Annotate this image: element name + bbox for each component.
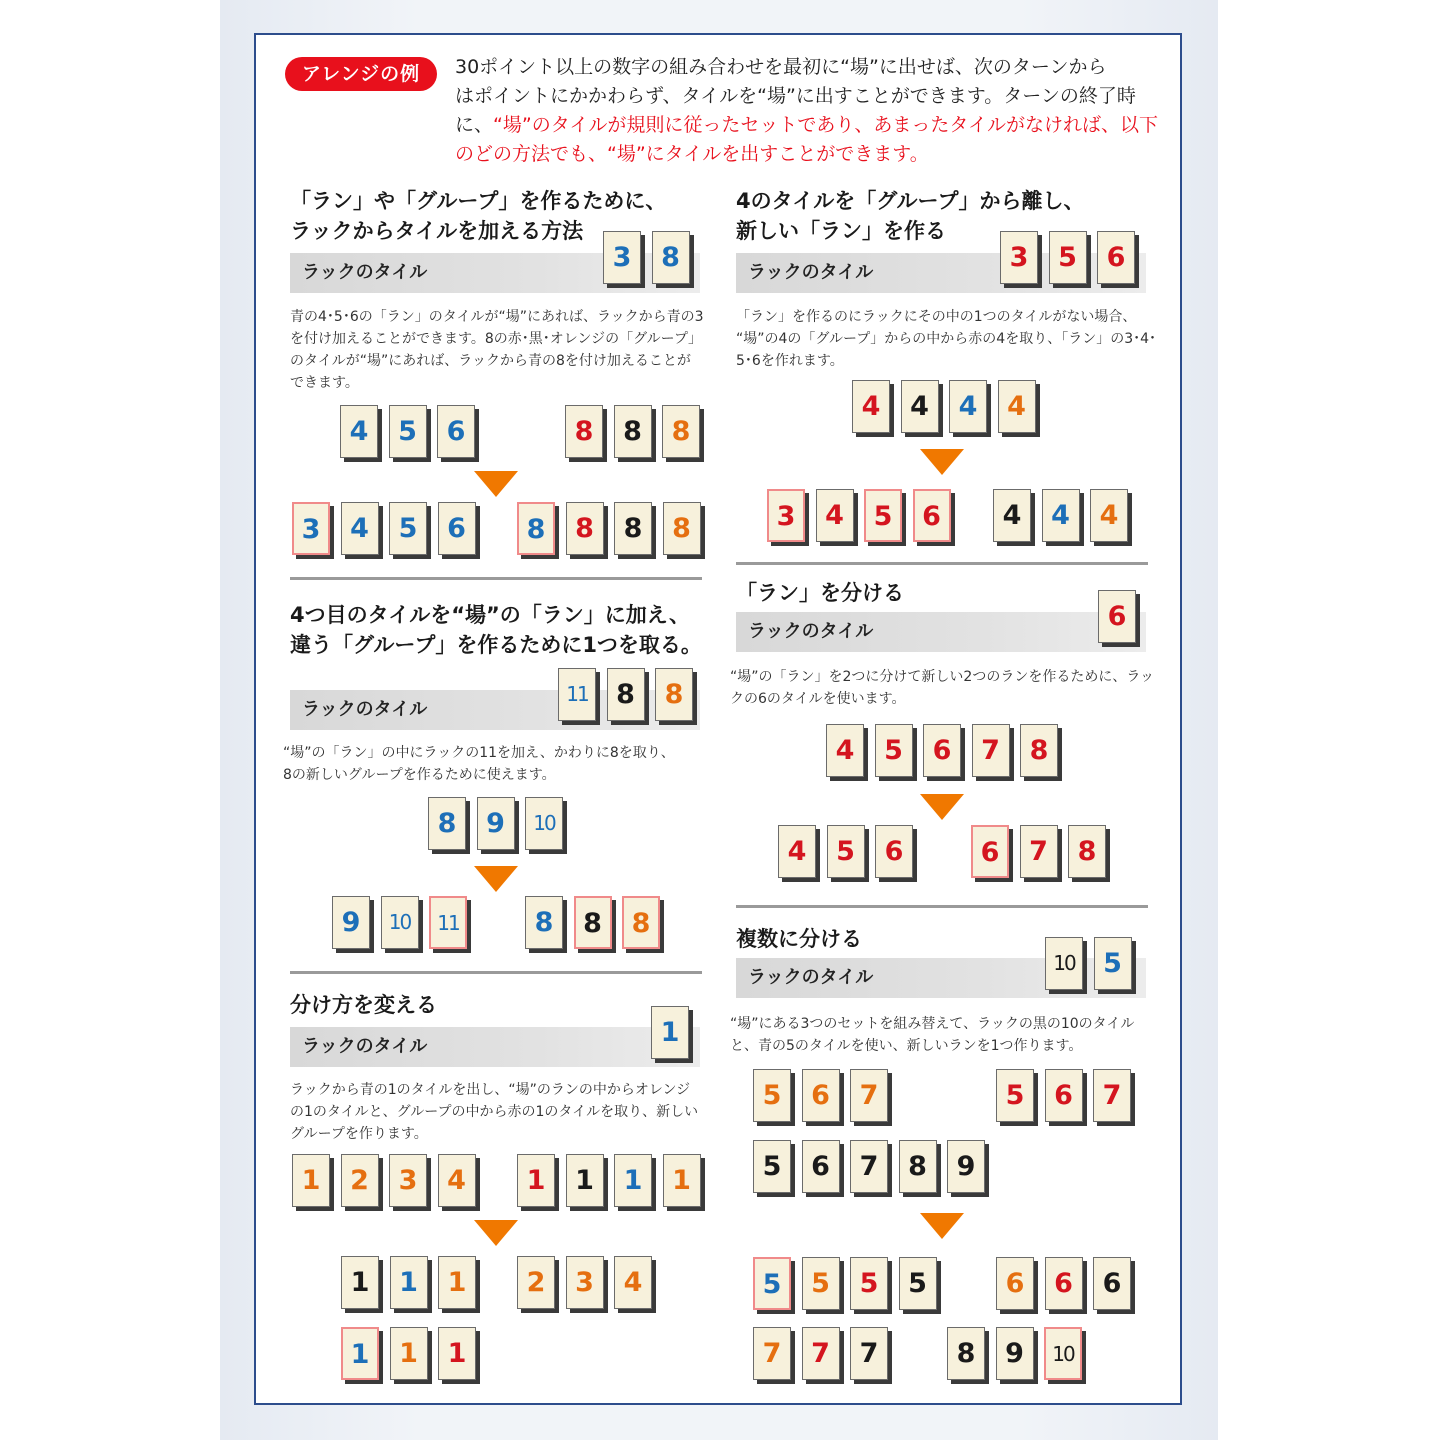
tile-black-1: 1: [341, 1256, 379, 1309]
page-margin: [0, 0, 220, 1440]
tile-red-8: 8: [1068, 825, 1106, 878]
tile-red-5: 5: [850, 1257, 888, 1310]
tile-red-5: 5: [875, 724, 913, 777]
section-divider: [290, 577, 702, 580]
tile-blue-1: 1: [390, 1256, 428, 1309]
tile-black-8: 8: [607, 668, 645, 721]
tile-blue-8: 8: [652, 231, 690, 284]
tile-blue-9: 9: [477, 797, 515, 850]
section5-description: ラックから青の1のタイルを出し、“場”のランの中からオレンジ の1のタイルと、グループの中から赤の1のタイルを取り、新しい グループを作ります。: [290, 1082, 699, 1142]
tile-black-8: 8: [614, 405, 652, 458]
section1-rack-label: ラックのタイル: [290, 253, 700, 293]
tile-blue-5: 5: [389, 502, 427, 555]
tile-black-9: 9: [996, 1327, 1034, 1380]
tile-red-3: 3: [1000, 231, 1038, 284]
section5-title: 分け方を変える: [290, 993, 437, 1017]
tile-black-10: 10: [1045, 937, 1083, 990]
tile-orange-3: 3: [389, 1154, 427, 1207]
tile-black-6: 6: [802, 1140, 840, 1193]
tile-red-6: 6: [971, 825, 1009, 878]
tile-red-8: 8: [566, 502, 604, 555]
tile-blue-8: 8: [517, 502, 555, 555]
tile-red-7: 7: [972, 724, 1010, 777]
tile-orange-5: 5: [802, 1257, 840, 1310]
tile-black-8: 8: [947, 1327, 985, 1380]
tile-black-1: 1: [566, 1154, 604, 1207]
tile-red-6: 6: [1097, 231, 1135, 284]
tile-orange-2: 2: [341, 1154, 379, 1207]
tile-red-1: 1: [517, 1154, 555, 1207]
section3-arrow: [474, 866, 518, 892]
section3-description: “場”の「ラン」の中にラックの11を加え、かわりに8を取り、 8の新しいグループを作るために使えます。: [283, 745, 675, 783]
tile-orange-6: 6: [996, 1257, 1034, 1310]
tile-orange-4: 4: [1090, 489, 1128, 542]
tile-blue-8: 8: [428, 797, 466, 850]
tile-orange-1: 1: [390, 1327, 428, 1380]
tile-orange-2: 2: [517, 1256, 555, 1309]
tile-red-6: 6: [1045, 1069, 1083, 1122]
tile-red-7: 7: [1020, 825, 1058, 878]
tile-black-6: 6: [1093, 1257, 1131, 1310]
tile-black-8: 8: [614, 502, 652, 555]
section6-rack-label: ラックのタイル: [736, 958, 1146, 998]
tile-black-4: 4: [901, 380, 939, 433]
section3-title: 4つ目のタイルを“場”の「ラン」に加え、 違う「グループ」を作るために1つを取る。: [290, 603, 702, 657]
section-divider: [290, 971, 702, 974]
tile-red-6: 6: [913, 489, 951, 542]
tile-orange-4: 4: [614, 1256, 652, 1309]
tile-blue-4: 4: [341, 502, 379, 555]
section6-arrow: [920, 1213, 964, 1239]
tile-blue-4: 4: [340, 405, 378, 458]
tile-red-6: 6: [875, 825, 913, 878]
arrangement-badge: アレンジの例: [285, 57, 437, 91]
tile-blue-8: 8: [525, 896, 563, 949]
tile-red-4: 4: [826, 724, 864, 777]
tile-blue-6: 6: [438, 502, 476, 555]
section-divider: [736, 562, 1148, 565]
section1-arrow: [474, 471, 518, 497]
tile-red-4: 4: [816, 489, 854, 542]
intro-text-black: 30ポイント以上の数字の組み合わせを最初に“場”に出せば、次のターンから はポイントにかかわらず、タイルを“場”に出すことができます。ターンの終了時 に、: [455, 56, 1136, 136]
tile-orange-4: 4: [998, 380, 1036, 433]
section4-rack-label: ラックのタイル: [736, 612, 1146, 652]
tile-orange-3: 3: [566, 1256, 604, 1309]
section5-arrow: [474, 1220, 518, 1246]
tile-orange-7: 7: [753, 1327, 791, 1380]
tile-orange-8: 8: [655, 668, 693, 721]
tile-red-3: 3: [767, 489, 805, 542]
section1-title: 「ラン」や「グループ」を作るために、 ラックからタイルを加える方法: [290, 189, 667, 243]
section-divider: [736, 905, 1148, 908]
tile-blue-1: 1: [614, 1154, 652, 1207]
tile-red-1: 1: [438, 1327, 476, 1380]
tile-black-8: 8: [574, 896, 612, 949]
section6-title: 複数に分ける: [736, 927, 862, 951]
tile-blue-1: 1: [341, 1327, 379, 1380]
section2-title: 4のタイルを「グループ」から離し、 新しい「ラン」を作る: [736, 189, 1085, 243]
tile-red-7: 7: [1093, 1069, 1131, 1122]
tile-orange-1: 1: [292, 1154, 330, 1207]
tile-blue-6: 6: [437, 405, 475, 458]
tile-red-5: 5: [1049, 231, 1087, 284]
section3-rack-label: ラックのタイル: [290, 690, 700, 730]
tile-red-6: 6: [1045, 1257, 1083, 1310]
tile-blue-5: 5: [753, 1257, 791, 1310]
tile-black-10: 10: [1044, 1327, 1082, 1380]
tile-red-5: 5: [864, 489, 902, 542]
tile-blue-10: 10: [381, 896, 419, 949]
tile-blue-11: 11: [429, 896, 467, 949]
tile-orange-7: 7: [850, 1069, 888, 1122]
tile-orange-8: 8: [662, 405, 700, 458]
tile-orange-1: 1: [663, 1154, 701, 1207]
intro-text: [455, 53, 1175, 169]
tile-black-9: 9: [947, 1140, 985, 1193]
section2-description: 「ラン」を作るのにラックにその中の1つのタイルがない場合、 “場”の4の「グループ」からの中から赤の4を取り、「ラン」の3･4･ 5･6を作れます。: [736, 309, 1157, 369]
tile-black-5: 5: [899, 1257, 937, 1310]
section5-rack-label: ラックのタイル: [290, 1027, 700, 1067]
tile-orange-8: 8: [663, 502, 701, 555]
tile-blue-3: 3: [292, 502, 330, 555]
tile-red-7: 7: [802, 1327, 840, 1380]
tile-black-5: 5: [753, 1140, 791, 1193]
section4-title: 「ラン」を分ける: [736, 581, 904, 605]
tile-black-8: 8: [899, 1140, 937, 1193]
tile-orange-1: 1: [438, 1256, 476, 1309]
tile-orange-6: 6: [802, 1069, 840, 1122]
section4-description: “場”の「ラン」を2つに分けて新しい2つのランを作るために、ラッ クの6のタイルを使います。: [730, 669, 1155, 707]
tile-red-5: 5: [996, 1069, 1034, 1122]
tile-blue-9: 9: [332, 896, 370, 949]
tile-orange-8: 8: [622, 896, 660, 949]
tile-red-5: 5: [827, 825, 865, 878]
tile-blue-10: 10: [525, 797, 563, 850]
section2-rack-label: ラックのタイル: [736, 253, 1146, 293]
section1-description: 青の4･5･6の「ラン」のタイルが“場”にあれば、ラックから青の3 を付け加えることができます。8の赤･黒･オレンジの「グループ」 のタイルが“場”にあれば、ラックから青の8を付け加えることが できます。: [290, 309, 704, 391]
tile-red-8: 8: [565, 405, 603, 458]
tile-black-4: 4: [993, 489, 1031, 542]
tile-blue-5: 5: [389, 405, 427, 458]
tile-blue-3: 3: [603, 231, 641, 284]
tile-blue-4: 4: [949, 380, 987, 433]
intro-text-red: “場”のタイルが規則に従ったセットであり、あまったタイルがなければ、以下 のどの方法でも、“場”にタイルを出すことができます。: [455, 114, 1158, 165]
tile-red-6: 6: [1098, 590, 1136, 643]
tile-black-7: 7: [850, 1140, 888, 1193]
section4-arrow: [920, 794, 964, 820]
tile-orange-5: 5: [753, 1069, 791, 1122]
section6-description: “場”にある3つのセットを組み替えて、ラックの黒の10のタイル と、青の5のタイルを使い、新しいランを1つ作ります。: [730, 1016, 1135, 1054]
tile-blue-5: 5: [1094, 937, 1132, 990]
tile-orange-4: 4: [438, 1154, 476, 1207]
tile-blue-4: 4: [1042, 489, 1080, 542]
tile-red-8: 8: [1020, 724, 1058, 777]
tile-blue-1: 1: [651, 1006, 689, 1059]
tile-red-4: 4: [778, 825, 816, 878]
tile-blue-11: 11: [558, 668, 596, 721]
tile-red-4: 4: [852, 380, 890, 433]
tile-red-6: 6: [923, 724, 961, 777]
section2-arrow: [920, 449, 964, 475]
tile-black-7: 7: [850, 1327, 888, 1380]
